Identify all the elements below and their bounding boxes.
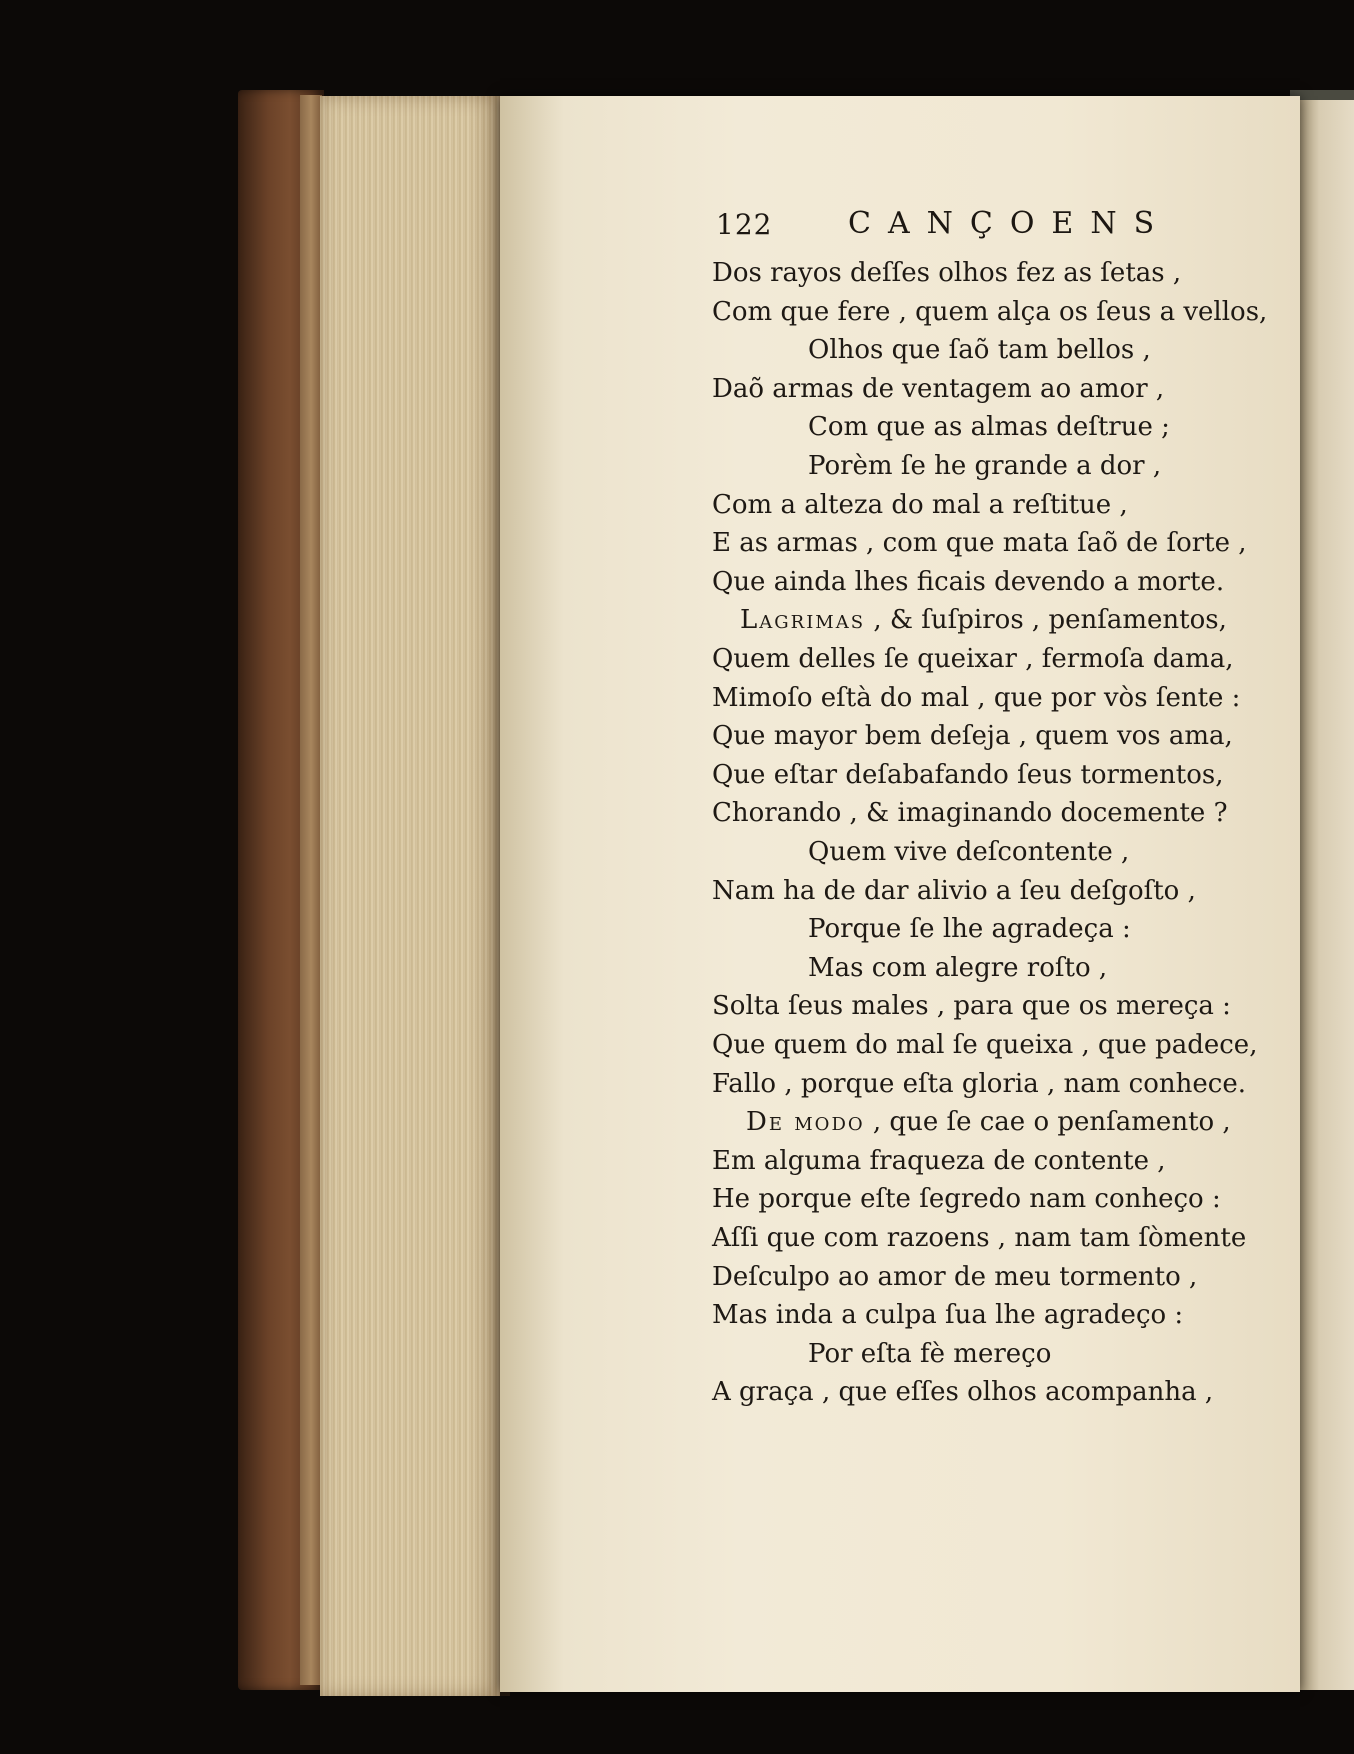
book-cover-edge — [300, 95, 322, 1685]
poem-line: Que mayor bem deſeja , quem vos ama, — [712, 721, 1233, 752]
poem-line: Quem delles ſe queixar , fermoſa dama, — [712, 644, 1234, 674]
poem-line: Mimoſo eſtà do mal , que por vòs ſente : — [712, 682, 1241, 713]
poem-line: Com a alteza do mal a reſtitue , — [712, 489, 1128, 520]
poem-line: Dos rayos deſſes olhos fez as ſetas , — [712, 258, 1182, 288]
poem-line: Daõ armas de ventagem ao amor , — [712, 373, 1165, 404]
poem-line: Aſſi que com razoens , nam tam ſòmente — [712, 1223, 1247, 1253]
poem-line: Por eſta fè mereço — [808, 1338, 1052, 1369]
poem-line: Que ainda lhes ficais devendo a morte. — [712, 566, 1225, 597]
poem-line: Deſculpo ao amor de meu tormento , — [712, 1261, 1198, 1292]
poem-line: He porque eſte ſegredo nam conheço : — [712, 1184, 1221, 1215]
line-rest: , & ſuſpiros , penſamentos, — [865, 605, 1227, 636]
poem-line: Solta ſeus males , para que os mereça : — [712, 991, 1231, 1022]
poem-line: Chorando , & imaginando docemente ? — [712, 798, 1228, 829]
poem-line — [740, 601, 1227, 639]
poem-line: Com que fere , quem alça os ſeus a vellos, — [712, 296, 1268, 327]
poem-line: Quem vive deſcontente , — [808, 837, 1130, 867]
poem-line: Com que as almas deſtrue ; — [808, 412, 1170, 443]
page-number: 122 — [716, 208, 773, 241]
running-title: CANÇOENS — [848, 206, 1172, 241]
page-header — [716, 208, 1196, 248]
poem-line: Fallo , porque eſta gloria , nam conhece. — [712, 1068, 1246, 1099]
line-rest: , que ſe cae o penſamento , — [864, 1107, 1231, 1138]
poem-line: Que eſtar deſabafando ſeus tormentos, — [712, 759, 1224, 790]
facing-page — [1296, 100, 1354, 1690]
poem-line: Nam ha de dar alivio a ſeu deſgoſto , — [712, 875, 1196, 906]
poem-line: Mas inda a culpa ſua lhe agradeço : — [712, 1300, 1184, 1331]
poem-line — [746, 1103, 1231, 1141]
poem-line: E as armas , com que mata ſaõ de ſorte , — [712, 528, 1247, 559]
smallcaps-lead: De modo — [746, 1107, 865, 1138]
poem-line: Que quem do mal ſe queixa , que padece, — [712, 1030, 1258, 1060]
poem-line: Mas com alegre roſto , — [808, 952, 1108, 983]
poem-line: Porèm ſe he grande a dor , — [808, 451, 1162, 481]
poem-line: Em alguma fraqueza de contente , — [712, 1145, 1166, 1176]
poem-line: Olhos que ſaõ tam bellos , — [808, 335, 1151, 366]
poem-line: Porque ſe lhe agradeça : — [808, 914, 1131, 945]
smallcaps-lead: Lagrimas — [740, 605, 866, 636]
poem-line: A graça , que eſſes olhos acompanha , — [712, 1377, 1214, 1408]
